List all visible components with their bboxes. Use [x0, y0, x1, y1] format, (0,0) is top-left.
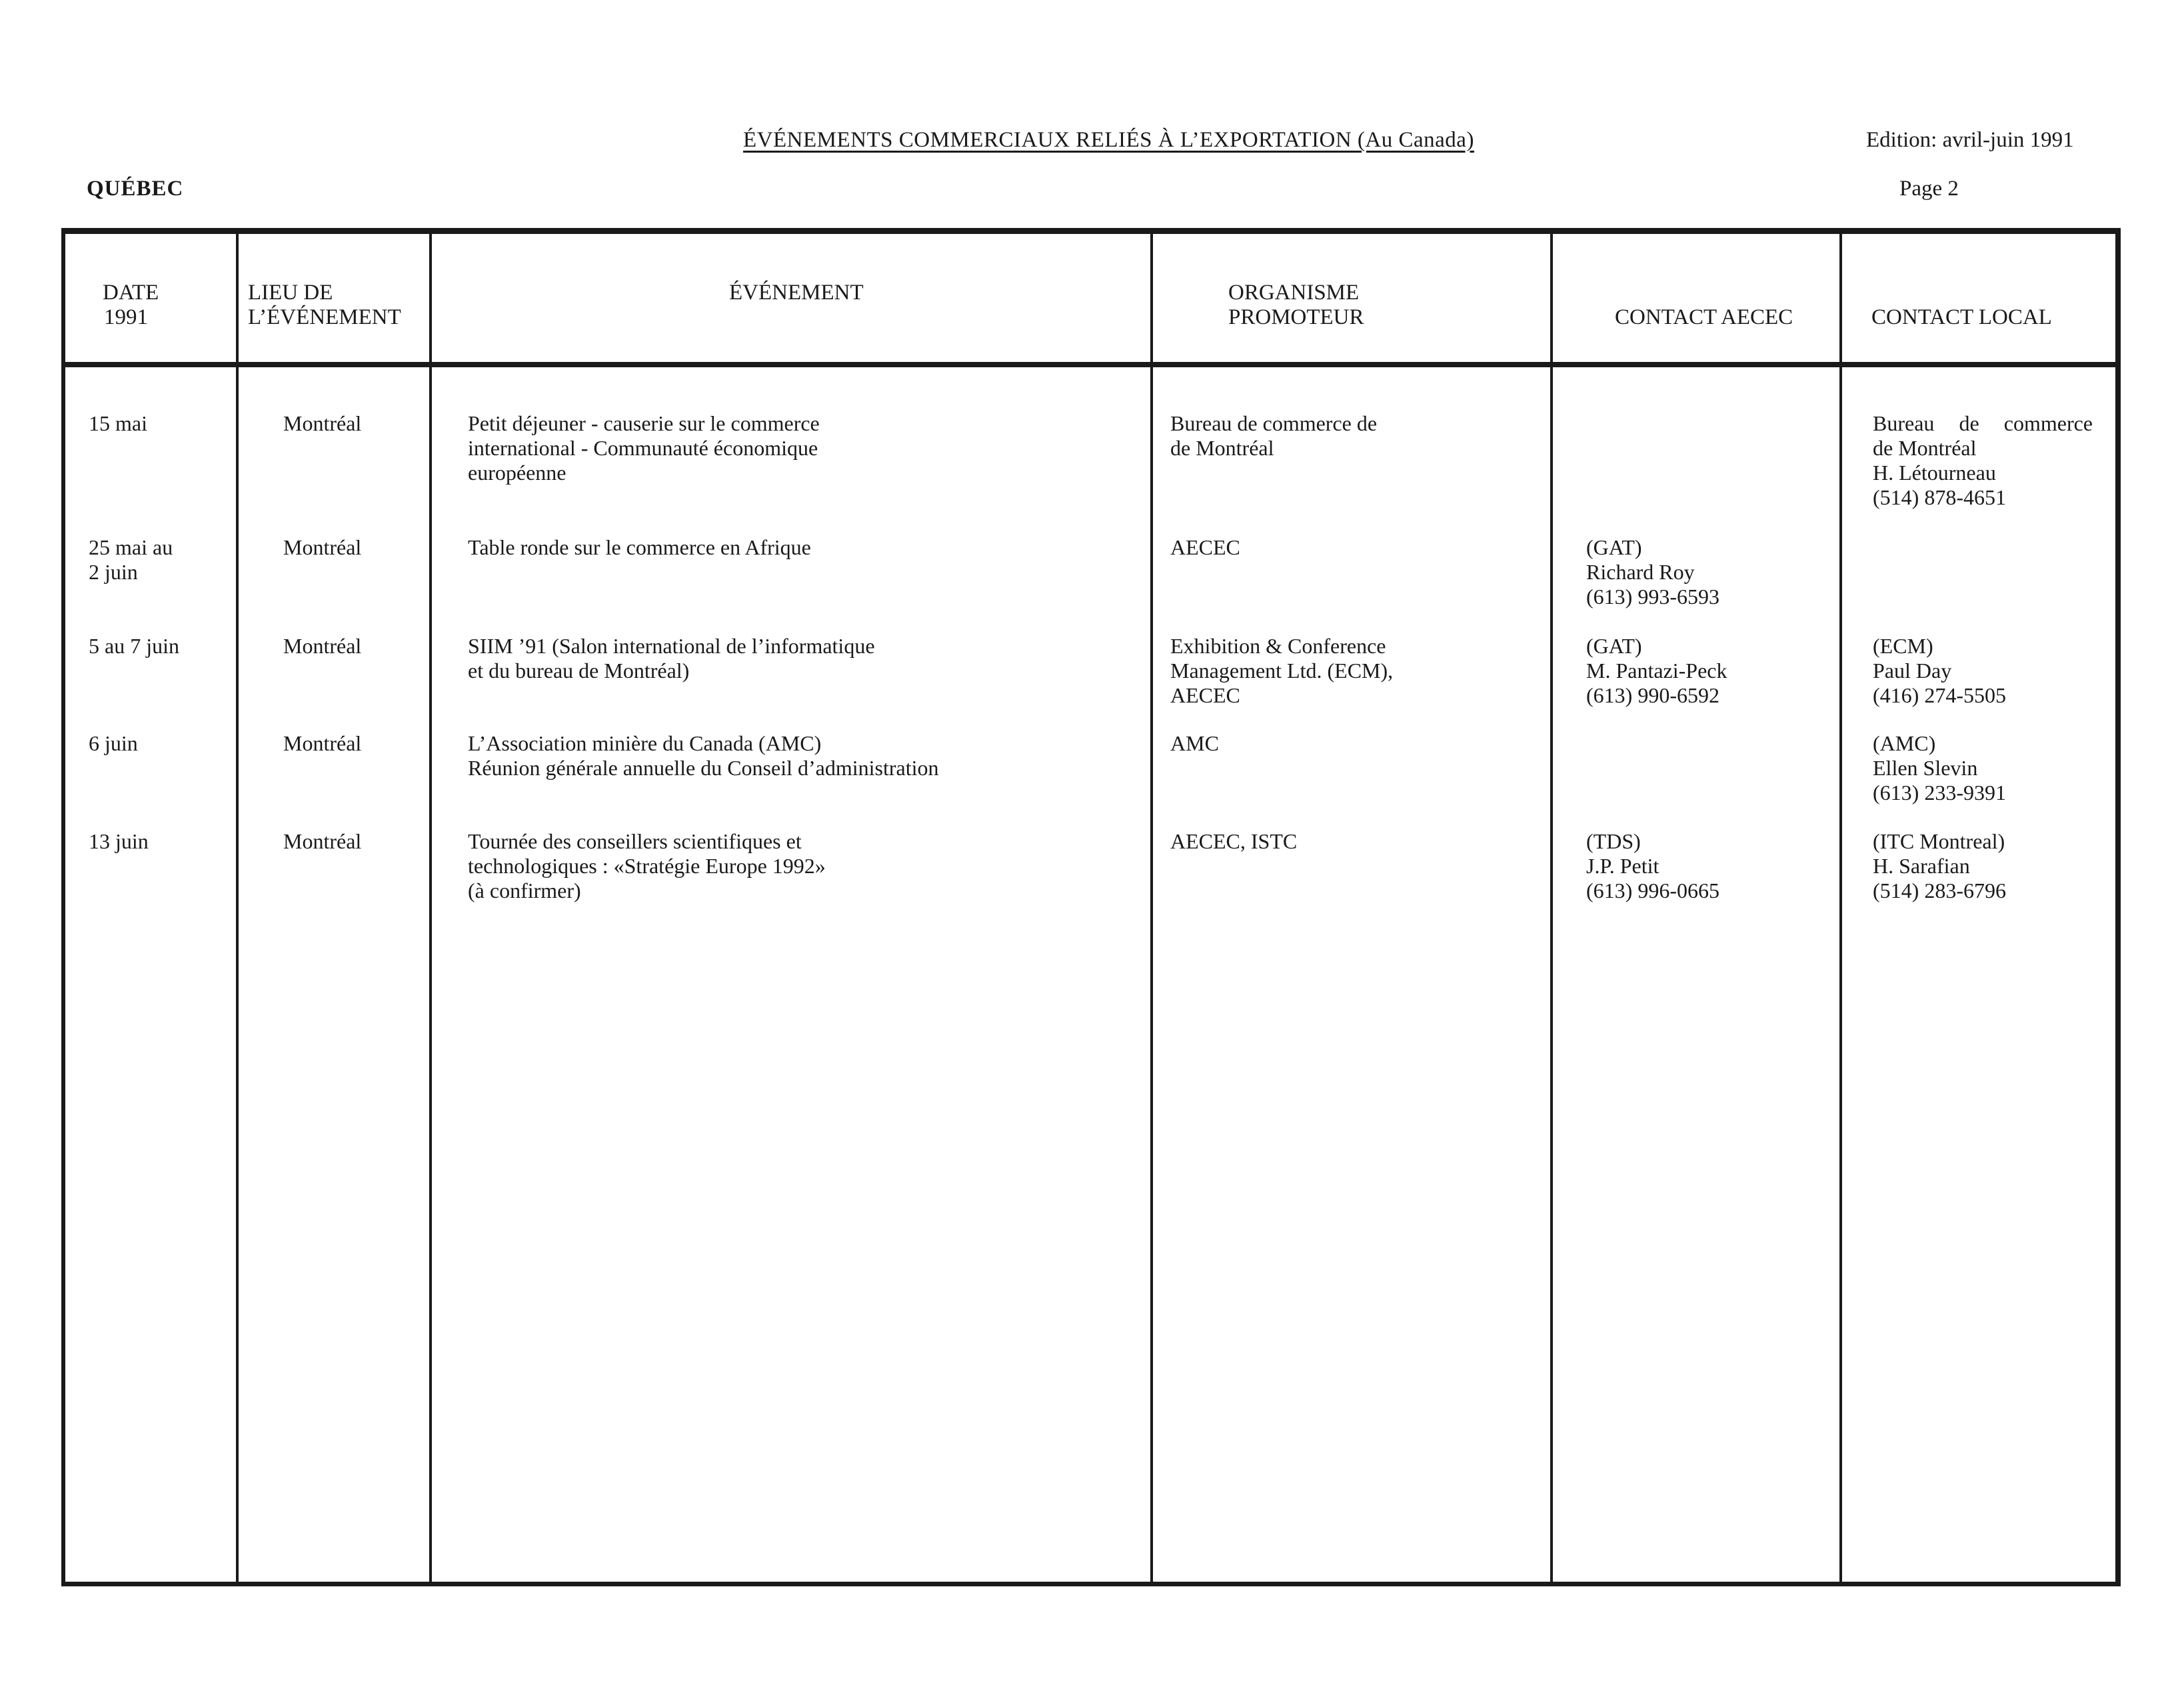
row4-contact-local	[1873, 731, 2006, 805]
cell-line: AMC	[1170, 731, 1219, 755]
row3-organisme	[1170, 634, 1393, 708]
cell-line: Montréal	[283, 411, 362, 435]
header-lieu	[248, 281, 401, 330]
header-evenement	[729, 281, 864, 305]
row4-evenement	[468, 731, 938, 781]
row1-date	[89, 411, 147, 436]
row3-date	[89, 634, 179, 659]
row2-date	[89, 535, 173, 585]
cell-line: AECEC	[1170, 535, 1240, 559]
row4-date	[89, 731, 138, 756]
row5-evenement	[468, 829, 826, 903]
row2-contact-aecec	[1586, 535, 1719, 609]
row5-lieu	[283, 829, 361, 854]
row3-evenement	[468, 634, 875, 683]
cell-line: (AMC)	[1873, 731, 1936, 755]
cell-line: J.P. Petit	[1586, 854, 1659, 878]
cell-line: (613) 990-6592	[1586, 683, 1719, 707]
row5-contact-aecec	[1586, 829, 1719, 903]
cell-line: 5 au 7 juin	[89, 634, 179, 658]
header-lieu-line: L’ÉVÉNEMENT	[248, 305, 401, 329]
cell-line: (613) 996-0665	[1586, 878, 1719, 902]
cell-line: 13 juin	[89, 829, 149, 853]
cell-line: Exhibition & Conference	[1170, 634, 1386, 658]
row1-lieu	[283, 411, 361, 436]
cell-line: (613) 993-6593	[1586, 585, 1719, 609]
cell-line: 6 juin	[89, 731, 138, 755]
column-divider	[1550, 234, 1553, 1582]
column-divider	[1150, 234, 1153, 1582]
cell-line: Montréal	[283, 829, 362, 853]
cell-line: (514) 878-4651	[1873, 485, 2006, 509]
region-label: QUÉBEC	[87, 177, 184, 201]
header-contact-aecec-line: CONTACT AECEC	[1615, 305, 1793, 329]
cell-line: de Montréal	[1170, 436, 1274, 460]
cell-line: Ellen Slevin	[1873, 756, 1978, 780]
header-contact-local	[1871, 305, 2052, 330]
cell-line: M. Pantazi-Peck	[1586, 659, 1727, 683]
header-date-line: 1991	[104, 305, 148, 329]
header-contact-local-line: CONTACT LOCAL	[1871, 305, 2052, 329]
row1-organisme	[1170, 411, 1377, 461]
header-divider	[65, 362, 2115, 367]
row3-contact-local	[1873, 634, 2006, 708]
cell-line: Montréal	[283, 535, 362, 559]
document-title: ÉVÉNEMENTS COMMERCIAUX RELIÉS À L’EXPORTATION (Au Canada)	[743, 128, 1474, 152]
cell-line: Table ronde sur le commerce en Afrique	[468, 535, 811, 559]
edition-label: Edition: avril-juin 1991	[1866, 128, 2074, 152]
cell-line: (GAT)	[1586, 634, 1642, 658]
cell-line: Bureau de commerce	[1873, 411, 2093, 435]
row4-lieu	[283, 731, 361, 756]
row2-organisme	[1170, 535, 1240, 560]
cell-line: technologiques : «Stratégie Europe 1992»	[468, 854, 826, 878]
column-divider	[236, 234, 239, 1582]
header-organisme-line: PROMOTEUR	[1228, 305, 1364, 329]
cell-line: (514) 283-6796	[1873, 878, 2006, 902]
cell-line: (à confirmer)	[468, 878, 581, 902]
cell-line: 15 mai	[89, 411, 147, 435]
cell-line: Tournée des conseillers scientifiques et	[468, 829, 802, 853]
cell-line: et du bureau de Montréal)	[468, 659, 690, 683]
header-date-line: DATE	[103, 281, 159, 305]
cell-line: 2 juin	[89, 560, 138, 584]
page-number: Page 2	[1899, 177, 1959, 201]
cell-line: H. Létourneau	[1873, 461, 1996, 485]
cell-line: Réunion générale annuelle du Conseil d’administration	[468, 756, 939, 780]
cell-line: (ECM)	[1873, 634, 1933, 658]
header-contact-aecec	[1615, 305, 1793, 330]
cell-line: Montréal	[283, 731, 362, 755]
header-organisme-line: ORGANISME	[1228, 281, 1360, 305]
cell-line: (ITC Montreal)	[1873, 829, 2005, 853]
column-divider	[429, 234, 432, 1582]
cell-line: L’Association minière du Canada (AMC)	[468, 731, 822, 755]
row1-contact-local	[1873, 411, 2093, 510]
cell-line: Montréal	[283, 634, 362, 658]
cell-line: international - Communauté économique	[468, 436, 818, 460]
header-organisme	[1228, 281, 1364, 330]
header-lieu-line: LIEU DE	[248, 281, 333, 305]
cell-line: Bureau de commerce de	[1170, 411, 1378, 435]
cell-line: européenne	[468, 461, 566, 485]
cell-line: Richard Roy	[1586, 560, 1695, 584]
cell-line: (GAT)	[1586, 535, 1642, 559]
row1-evenement	[468, 411, 820, 485]
cell-line: (613) 233-9391	[1873, 781, 2006, 805]
cell-line: 25 mai au	[89, 535, 173, 559]
row3-contact-aecec	[1586, 634, 1727, 708]
cell-line: (416) 274-5505	[1873, 683, 2006, 707]
row5-date	[89, 829, 149, 854]
column-divider	[1839, 234, 1842, 1582]
row3-lieu	[283, 634, 361, 659]
row4-organisme	[1170, 731, 1219, 756]
events-table	[61, 228, 2121, 1586]
cell-line: (TDS)	[1586, 829, 1641, 853]
cell-line: Petit déjeuner - causerie sur le commerce	[468, 411, 820, 435]
cell-line: AECEC, ISTC	[1170, 829, 1298, 853]
cell-line: Management Ltd. (ECM),	[1170, 659, 1394, 683]
header-date	[103, 281, 159, 330]
cell-line: de Montréal	[1873, 436, 1977, 460]
cell-line: Paul Day	[1873, 659, 1952, 683]
header-evenement-line: ÉVÉNEMENT	[729, 281, 864, 305]
row5-organisme	[1170, 829, 1297, 854]
row5-contact-local	[1873, 829, 2006, 903]
cell-line: SIIM ’91 (Salon international de l’informatique	[468, 634, 875, 658]
row2-evenement	[468, 535, 811, 560]
row2-lieu	[283, 535, 361, 560]
cell-line: AECEC	[1170, 683, 1240, 707]
cell-line: H. Sarafian	[1873, 854, 1970, 878]
